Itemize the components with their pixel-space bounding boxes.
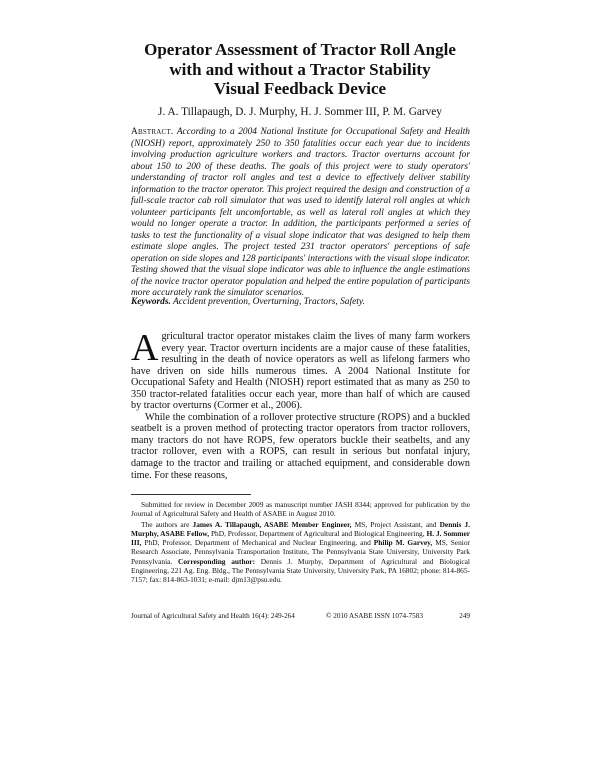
abstract-label: Abstract.: [131, 127, 174, 137]
body-paragraph: [131, 327, 470, 412]
keywords-label: Keywords.: [131, 297, 171, 307]
keywords: [131, 297, 470, 307]
author-list: J. A. Tillapaugh, D. J. Murphy, H. J. Sommer III, P. M. Garvey: [158, 106, 442, 118]
footnote-divider: [131, 494, 251, 495]
submission-note: Submitted for review in December 2009 as manuscript number JASH 8344; approved for publication by the Journal of Agricultural Safety and Health of ASABE in August 2010.: [131, 500, 470, 519]
page-number: 249: [459, 612, 470, 620]
title-line: Operator Assessment of Tractor Roll Angle: [144, 40, 456, 59]
paragraph-text: gricultural tractor operator mistakes claim the lives of many farm workers every year. Tractor overturn incidents are a major cause of these fatalities, resulting in the death of novice operators as well as lifelong farmers who have driven on side hills numerous times. A 2004 National Institute for Occupational Safety and Health (NIOSH) report estimated that as many as 250 to 350 tractor-related fatalities occur each year, more than half of which are caused by tractor overturns (Cormer et al., 2006).: [131, 331, 470, 412]
title-line: with and without a Tractor Stability: [169, 59, 431, 79]
author-affiliations: The authors are James A. Tillapaugh, ASABE Member Engineer, MS, Project Assistant, and Dennis J. Murphy, ASABE Fellow, PhD, Professor, Department of Agricultural and Biological Engineering, H. J. Sommer III, PhD, Professor, Department of Mechanical and Nuclear Engineering, and Philip M. Garvey, MS, Senior Research Associate, Pennsylvania Transportation Institute, The Pennsylvania State University, University Park Pennsylvania. Corresponding author: Dennis J. Murphy, Department of Agricultural and Biological Engineering, 221 Ag. Eng. Bldg., The Pennsylvania State University, University Park, PA 16802; phone: 814-865-7157; fax: 814-863-1031; e-mail: djm13@psu.edu.: [131, 519, 471, 585]
body-paragraph: While the combination of a rollover protective structure (ROPS) and a buckled seatbelt is a proven method of protecting tractor operators from tractor rollovers, many tractors do not have ROPS, few operators buckle their seatbelts, and any tractor rollover, even with a ROPS, can result in serious but nonfatal injury, damage to the tractor and trailing or attached equipment, and considerable down time. For these reasons,: [131, 411, 470, 481]
body-text: [131, 327, 470, 481]
title-line: Visual Feedback Device: [213, 79, 387, 98]
drop-cap: A: [131, 327, 159, 369]
footnote: [131, 500, 470, 585]
paper-title: [100, 40, 500, 99]
keywords-text: Accident prevention, Overturning, Tractors, Safety.: [173, 297, 365, 307]
abstract: [131, 127, 470, 300]
abstract-text: According to a 2004 National Institute for Occupational Safety and Health (NIOSH) report, approximately 250 to 350 fatalities occur each year due to incidents involving production agriculture workers and tractors. Tractor overturns account for about 150 to 200 of these deaths. The goals of this project were to study operators' understanding of tractor roll angles and test a device to effectively deliver stability information to the tractor operator. This project required the design and construction of a full-scale tractor cab roll simulator that was used to identify lateral roll angles at which volunteer participants felt uncomfortable, as well as lateral roll angles at which they would no longer operate a tractor. In addition, the participants performed a series of tasks to test the functionality of a visual slope indicator that was designed to help them estimate slope angles. The project tested 231 tractor operators' perceptions of safe operation on side slopes and 128 participants' interactions with the visual slope indicator. Testing showed that the visual slope indicator was able to influence the angle estimations of the novice tractor operator population and helped the entire population of participants more accurately rank the simulator scenarios.: [131, 127, 470, 298]
copyright-notice: © 2010 ASABE ISSN 1074-7583: [326, 612, 423, 620]
journal-citation: Journal of Agricultural Safety and Health 16(4): 249-264: [131, 612, 295, 620]
